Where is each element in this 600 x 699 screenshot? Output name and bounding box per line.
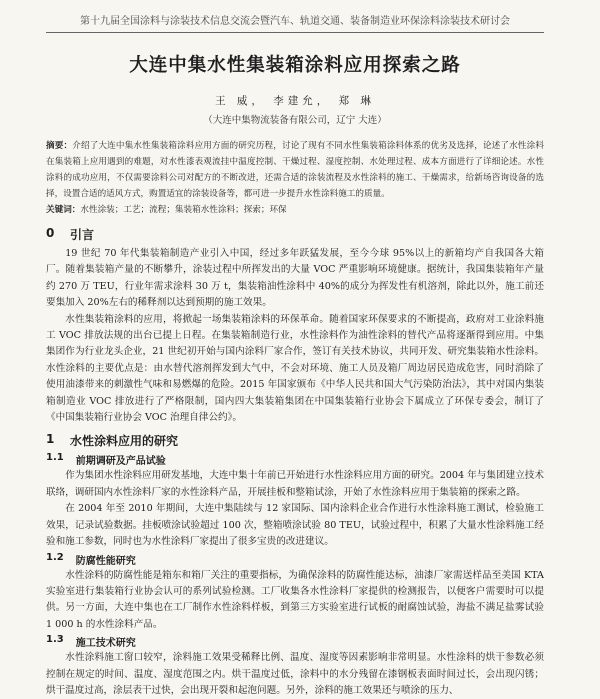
abstract-text: 介绍了大连中集水性集装箱涂料应用方面的研究历程，讨论了现有不同水性集装箱涂料体系的优劣及选择，论述了水性涂料在集装箱上应用遇到的难题，对水性漆表观流挂中温度控制、干燥过程、湿度控制、水处理过程、成本方面进行了详细论述。水性涂料的成功应用，不仅需要涂料公司对配方的不断改进，还需合适的涂装流程及水性涂料的施工、干燥需求，给新场咨询设备的选择，设置合适的适风方式，购置适宜的涂装设备等，都可进一步提升水性涂料施工的质量。 xyxy=(46,141,544,199)
subsection-title: 防腐性能研究 xyxy=(75,555,136,567)
running-header: 第十九届全国涂料与涂装技术信息交流会暨汽车、轨道交通、装备制造业环保涂料涂装技术研讨会 xyxy=(46,0,544,33)
section-title: 水性涂料应用的研究 xyxy=(70,434,179,449)
subsection-title: 前期调研及产品试验 xyxy=(75,456,166,468)
abstract-label: 摘要： xyxy=(46,141,73,151)
paragraph: 作为集团水性涂料应用研发基地，大连中集十年前已开始进行水性涂料应用方面的研究。2004 年与集团建立技术联络，调研国内水性涂料厂家的水性涂料产品，开展挂板和整箱试涂，开始了水性涂料应用于集装箱的探索之路。 xyxy=(46,470,544,498)
subsection-heading xyxy=(46,634,544,649)
paragraph: 水性集装箱涂料的应用，将掀起一场集装箱涂料的环保革命。随着国家环保要求的不断提高，政府对工业涂料施工 VOC 排放法规的出台已提上日程。在集装箱制造行业，水性涂料作为油性涂料的替代产品将逐渐得到应用。中集集团作为行业龙头企业，21 世纪初开始与国内涂料厂家合作，签订有关技术协议，共同开发、研究集装箱水性涂料。水性涂料的主要优点是：由水替代溶剂挥发到大气中，不会对环境、施工人员及箱厂周边居民造成危害，同时消除了使用油漆带来的刺激性气味和易燃爆的危险。2015 年国家颁布《中华人民共和国大气污染防治法》，其中对国内集装箱制造业 VOC 排放进行了严格限制，国内四大集装箱集团在中国集装箱行业协会下属成立了环保专委会，制订了《中国集装箱行业协会 VOC 治理自律公约》。 xyxy=(46,313,544,424)
paragraph: 在 2004 年至 2010 年期间，大连中集陆续与 12 家国际、国内涂料企业合作进行水性涂料施工测试，检验施工效果，记录试验数据。挂板喷涂试验超过 100 次，整箱喷涂试验 80 TEU，试验过程中，积累了大量水性涂料施工经验和施工参数，同时也为水性涂料厂家提出了很多宝贵的改进建议。 xyxy=(46,503,544,548)
paragraph: 水性涂料的防腐性能是箱东和箱厂关注的重要指标，为确保涂料的防腐性能达标，油漆厂家需送样品至美国 KTA 实验室进行集装箱行业协会认可的系列试验检测。工厂收集各水性涂料厂家提供的检测报告，以便客户需要时可以提供。另一方面，大连中集也在工厂制作水性涂料样板，到第三方实验室进行试板的耐腐蚀试验，海盐不满足盐雾试验 1 000 h 的水性涂料产品。 xyxy=(46,569,544,630)
subsection-number: 1.1 xyxy=(46,452,64,464)
abstract xyxy=(46,138,544,202)
subsection-number: 1.2 xyxy=(46,551,64,563)
subsection-heading xyxy=(46,452,544,467)
authors: 王 威， 李建允， 郑 琳 xyxy=(215,95,375,107)
affiliation: （大连中集物流装备有限公司，辽宁 大连） xyxy=(203,115,387,126)
subsection-number: 1.3 xyxy=(46,634,64,646)
section-title: 引言 xyxy=(70,228,95,242)
subsection-title: 施工技术研究 xyxy=(75,638,136,650)
section-number: 1 xyxy=(46,432,55,447)
keywords xyxy=(46,202,544,218)
keywords-text: 水性涂装；工艺；流程；集装箱水性涂料；探索；环保 xyxy=(80,205,287,215)
subsection-heading xyxy=(46,552,544,567)
section-heading xyxy=(46,226,544,243)
section-number: 0 xyxy=(46,226,55,240)
paragraph: 水性涂料施工窗口较窄，涂料施工效果受稀释比例、温度、湿度等因素影响非常明显。水性涂料的烘干参数必须控制在规定的时间、温度、湿度范围之内。烘干温度过低，涂料中的水分残留在漆钢板表面时间过长，会出现闪锈；烘干温度过高，涂层表干过快，会出现开裂和起泡问题。另外，涂料的施工效果还与喷涂的压力、 xyxy=(46,652,544,696)
paper-title: 大连中集水性集装箱涂料应用探索之路 xyxy=(129,55,461,76)
paragraph: 19 世纪 70 年代集装箱制造产业引入中国，经过多年跃猛发展，至今今球 95%以上的新箱均产自我国各大箱厂。随着集装箱产量的不断攀升，涂装过程中所挥发出的大量 VOC 严重影响环境健康。据统计，我国集装箱年产量约 270 万 TEU，行业年需求涂料 30 万 t，集装箱油性涂料中 40%的成分为挥发性有机溶剂，除此以外，施工前还要集加入 20%左右的稀释剂以达到预期的施工效果。 xyxy=(46,248,544,309)
keywords-label: 关键词： xyxy=(46,205,81,215)
section-heading xyxy=(46,432,544,449)
